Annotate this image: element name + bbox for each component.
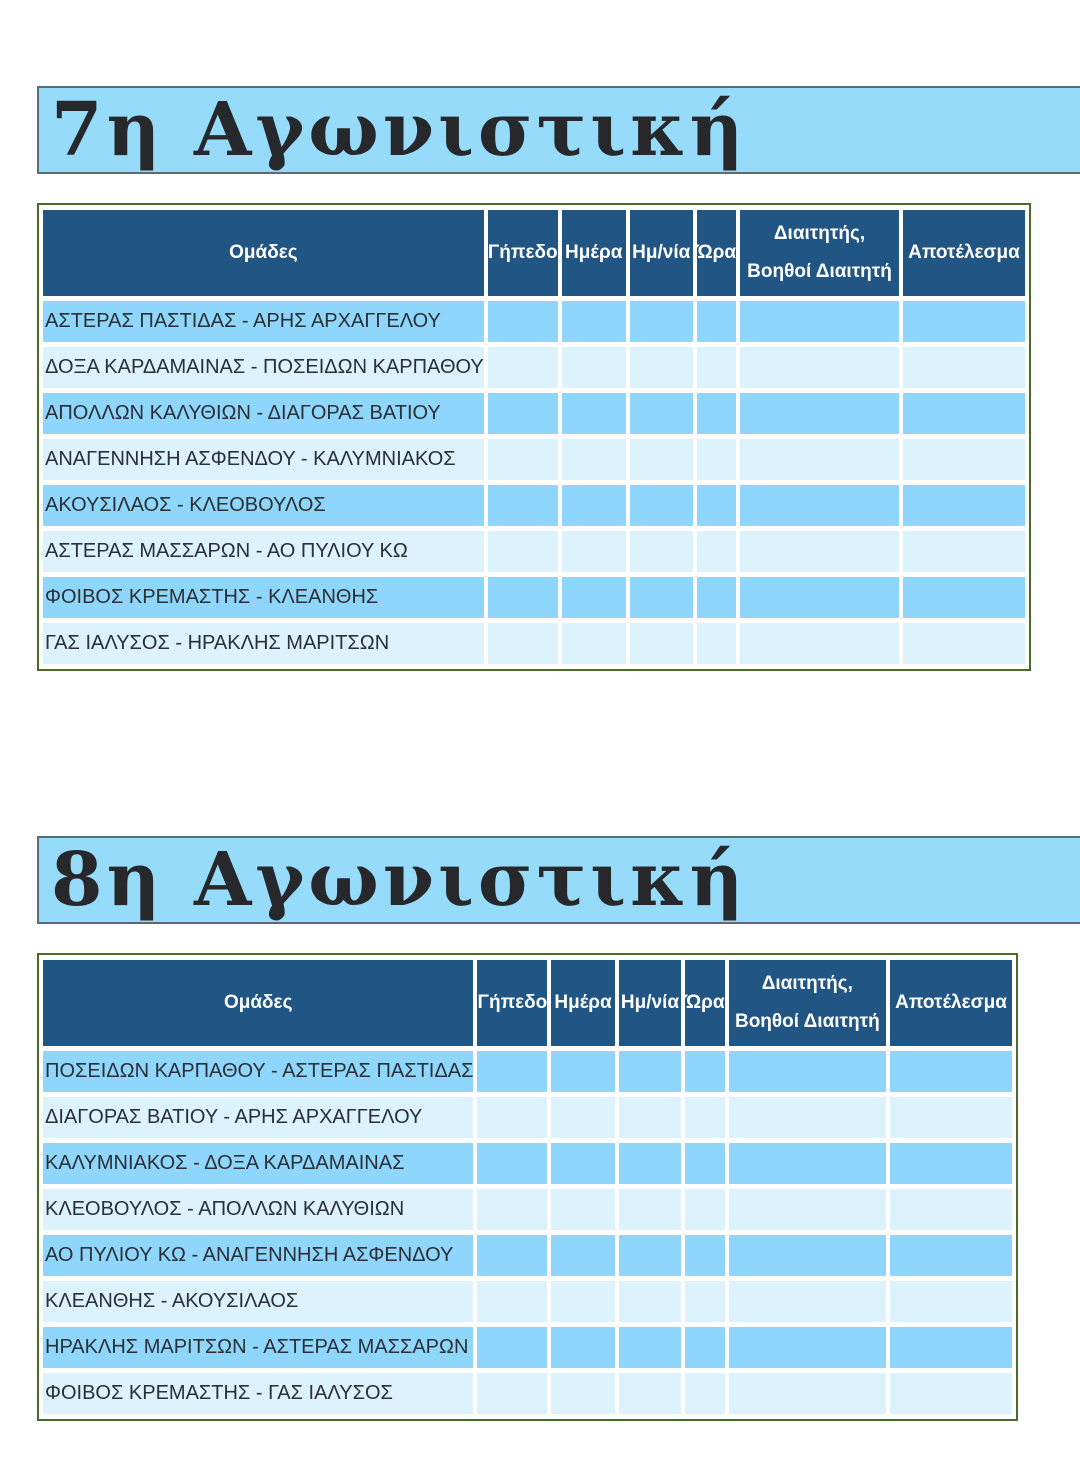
day-cell (562, 393, 626, 434)
date-cell (619, 1189, 682, 1230)
match-name: ΚΑΛΥΜΝΙΑΚΟΣ - ΔΟΞΑ ΚΑΡΔΑΜΑΙΝΑΣ (43, 1143, 473, 1184)
time-cell (697, 485, 736, 526)
header-date: Ημ/νία (619, 960, 682, 1046)
result-cell (890, 1189, 1012, 1230)
table-row (43, 531, 1025, 572)
header-referees (729, 960, 887, 1046)
round-8-schedule-table (37, 953, 1018, 1421)
time-cell (685, 1097, 724, 1138)
header-referee-line2: Βοηθοί Διαιτητή (747, 261, 892, 282)
header-referee-line1: Διαιτητής, (761, 973, 853, 994)
venue-cell (488, 623, 558, 664)
result-cell (903, 439, 1025, 480)
time-cell (697, 347, 736, 388)
match-name: ΑΟ ΠΥΛΙΟΥ ΚΩ - ΑΝΑΓΕΝΝΗΣΗ ΑΣΦΕΝΔΟΥ (43, 1235, 473, 1276)
referee-cell (729, 1373, 887, 1414)
match-name: ΚΛΕΑΝΘΗΣ - ΑΚΟΥΣΙΛΑΟΣ (43, 1281, 473, 1322)
venue-cell (488, 531, 558, 572)
header-venue: Γήπεδο (488, 210, 558, 296)
venue-cell (488, 393, 558, 434)
result-cell (903, 577, 1025, 618)
venue-cell (488, 439, 558, 480)
match-name: ΗΡΑΚΛΗΣ ΜΑΡΙΤΣΩΝ - ΑΣΤΕΡΑΣ ΜΑΣΣΑΡΩΝ (43, 1327, 473, 1368)
match-name: ΑΠΟΛΛΩΝ ΚΑΛΥΘΙΩΝ - ΔΙΑΓΟΡΑΣ ΒΑΤΙΟΥ (43, 393, 484, 434)
referee-cell (729, 1097, 887, 1138)
table-row (43, 1143, 1012, 1184)
date-cell (630, 301, 693, 342)
table-row (43, 1235, 1012, 1276)
day-cell (551, 1051, 614, 1092)
date-cell (619, 1097, 682, 1138)
result-cell (890, 1281, 1012, 1322)
table-row (43, 623, 1025, 664)
venue-cell (477, 1097, 547, 1138)
round-8-banner (37, 836, 1080, 924)
result-cell (903, 347, 1025, 388)
round-7-schedule-table (37, 203, 1031, 671)
date-cell (630, 439, 693, 480)
date-cell (619, 1373, 682, 1414)
day-cell (551, 1235, 614, 1276)
time-cell (685, 1189, 724, 1230)
table-row (43, 485, 1025, 526)
match-name: ΑΚΟΥΣΙΛΑΟΣ - ΚΛΕΟΒΟΥΛΟΣ (43, 485, 484, 526)
header-time: Ώρα (697, 210, 736, 296)
result-cell (903, 485, 1025, 526)
header-venue: Γήπεδο (477, 960, 547, 1046)
time-cell (697, 301, 736, 342)
round-7-banner (37, 86, 1080, 174)
venue-cell (488, 347, 558, 388)
day-cell (562, 623, 626, 664)
round-7-title: 7η Αγωνιστική (51, 87, 748, 173)
venue-cell (477, 1281, 547, 1322)
header-result: Αποτέλεσμα (903, 210, 1025, 296)
header-teams: Ομάδες (43, 210, 484, 296)
venue-cell (477, 1373, 547, 1414)
header-referee-line2: Βοηθοί Διαιτητή (734, 1011, 880, 1032)
match-name: ΑΣΤΕΡΑΣ ΜΑΣΣΑΡΩΝ - ΑΟ ΠΥΛΙΟΥ ΚΩ (43, 531, 484, 572)
referee-cell (740, 623, 899, 664)
day-cell (562, 439, 626, 480)
referee-cell (729, 1281, 887, 1322)
referee-cell (740, 577, 899, 618)
day-cell (551, 1327, 614, 1368)
result-cell (903, 531, 1025, 572)
table-row (43, 1097, 1012, 1138)
day-cell (562, 485, 626, 526)
table-row (43, 1373, 1012, 1414)
header-date: Ημ/νία (630, 210, 693, 296)
time-cell (697, 531, 736, 572)
venue-cell (477, 1235, 547, 1276)
table-row (43, 439, 1025, 480)
result-cell (903, 393, 1025, 434)
day-cell (551, 1281, 614, 1322)
table-row (43, 577, 1025, 618)
venue-cell (488, 577, 558, 618)
referee-cell (729, 1143, 887, 1184)
referee-cell (740, 439, 899, 480)
time-cell (685, 1143, 724, 1184)
match-name: ΔΟΞΑ ΚΑΡΔΑΜΑΙΝΑΣ - ΠΟΣΕΙΔΩΝ ΚΑΡΠΑΘΟΥ (43, 347, 484, 388)
time-cell (697, 393, 736, 434)
day-cell (551, 1097, 614, 1138)
header-teams: Ομάδες (43, 960, 473, 1046)
venue-cell (477, 1143, 547, 1184)
table-row (43, 393, 1025, 434)
result-cell (890, 1143, 1012, 1184)
referee-cell (740, 485, 899, 526)
match-name: ΔΙΑΓΟΡΑΣ ΒΑΤΙΟΥ - ΑΡΗΣ ΑΡΧΑΓΓΕΛΟΥ (43, 1097, 473, 1138)
header-referees (740, 210, 899, 296)
date-cell (630, 531, 693, 572)
round-7-table (39, 205, 1029, 669)
header-referee-line1: Διαιτητής, (773, 223, 866, 244)
time-cell (685, 1051, 724, 1092)
date-cell (619, 1281, 682, 1322)
venue-cell (477, 1327, 547, 1368)
date-cell (619, 1143, 682, 1184)
day-cell (562, 301, 626, 342)
time-cell (697, 577, 736, 618)
time-cell (685, 1281, 724, 1322)
match-name: ΑΝΑΓΕΝΝΗΣΗ ΑΣΦΕΝΔΟΥ - ΚΑΛΥΜΝΙΑΚΟΣ (43, 439, 484, 480)
referee-cell (740, 393, 899, 434)
date-cell (619, 1327, 682, 1368)
result-cell (890, 1327, 1012, 1368)
result-cell (903, 623, 1025, 664)
date-cell (630, 485, 693, 526)
time-cell (685, 1373, 724, 1414)
referee-cell (729, 1235, 887, 1276)
result-cell (890, 1235, 1012, 1276)
table-row (43, 1281, 1012, 1322)
table-row (43, 301, 1025, 342)
day-cell (562, 577, 626, 618)
referee-cell (740, 531, 899, 572)
round-8-title: 8η Αγωνιστική (51, 837, 748, 923)
table-row (43, 1189, 1012, 1230)
date-cell (630, 393, 693, 434)
day-cell (562, 347, 626, 388)
header-result: Αποτέλεσμα (890, 960, 1012, 1046)
date-cell (619, 1235, 682, 1276)
date-cell (619, 1051, 682, 1092)
result-cell (890, 1373, 1012, 1414)
referee-cell (729, 1189, 887, 1230)
venue-cell (488, 485, 558, 526)
table-row (43, 1327, 1012, 1368)
date-cell (630, 623, 693, 664)
time-cell (685, 1235, 724, 1276)
venue-cell (488, 301, 558, 342)
result-cell (890, 1097, 1012, 1138)
result-cell (903, 301, 1025, 342)
venue-cell (477, 1051, 547, 1092)
day-cell (562, 531, 626, 572)
match-name: ΑΣΤΕΡΑΣ ΠΑΣΤΙΔΑΣ - ΑΡΗΣ ΑΡΧΑΓΓΕΛΟΥ (43, 301, 484, 342)
referee-cell (729, 1327, 887, 1368)
header-day: Ημέρα (551, 960, 614, 1046)
table-row (43, 1051, 1012, 1092)
venue-cell (477, 1189, 547, 1230)
match-name: ΓΑΣ ΙΑΛΥΣΟΣ - ΗΡΑΚΛΗΣ ΜΑΡΙΤΣΩΝ (43, 623, 484, 664)
time-cell (697, 439, 736, 480)
day-cell (551, 1189, 614, 1230)
match-name: ΠΟΣΕΙΔΩΝ ΚΑΡΠΑΘΟΥ - ΑΣΤΕΡΑΣ ΠΑΣΤΙΔΑΣ (43, 1051, 473, 1092)
result-cell (890, 1051, 1012, 1092)
date-cell (630, 347, 693, 388)
header-time: Ώρα (685, 960, 724, 1046)
round-8-table (39, 955, 1016, 1419)
header-day: Ημέρα (562, 210, 626, 296)
day-cell (551, 1373, 614, 1414)
match-name: ΦΟΙΒΟΣ ΚΡΕΜΑΣΤΗΣ - ΚΛΕΑΝΘΗΣ (43, 577, 484, 618)
referee-cell (729, 1051, 887, 1092)
time-cell (685, 1327, 724, 1368)
time-cell (697, 623, 736, 664)
day-cell (551, 1143, 614, 1184)
referee-cell (740, 347, 899, 388)
referee-cell (740, 301, 899, 342)
date-cell (630, 577, 693, 618)
match-name: ΚΛΕΟΒΟΥΛΟΣ - ΑΠΟΛΛΩΝ ΚΑΛΥΘΙΩΝ (43, 1189, 473, 1230)
match-name: ΦΟΙΒΟΣ ΚΡΕΜΑΣΤΗΣ - ΓΑΣ ΙΑΛΥΣΟΣ (43, 1373, 473, 1414)
table-row (43, 347, 1025, 388)
